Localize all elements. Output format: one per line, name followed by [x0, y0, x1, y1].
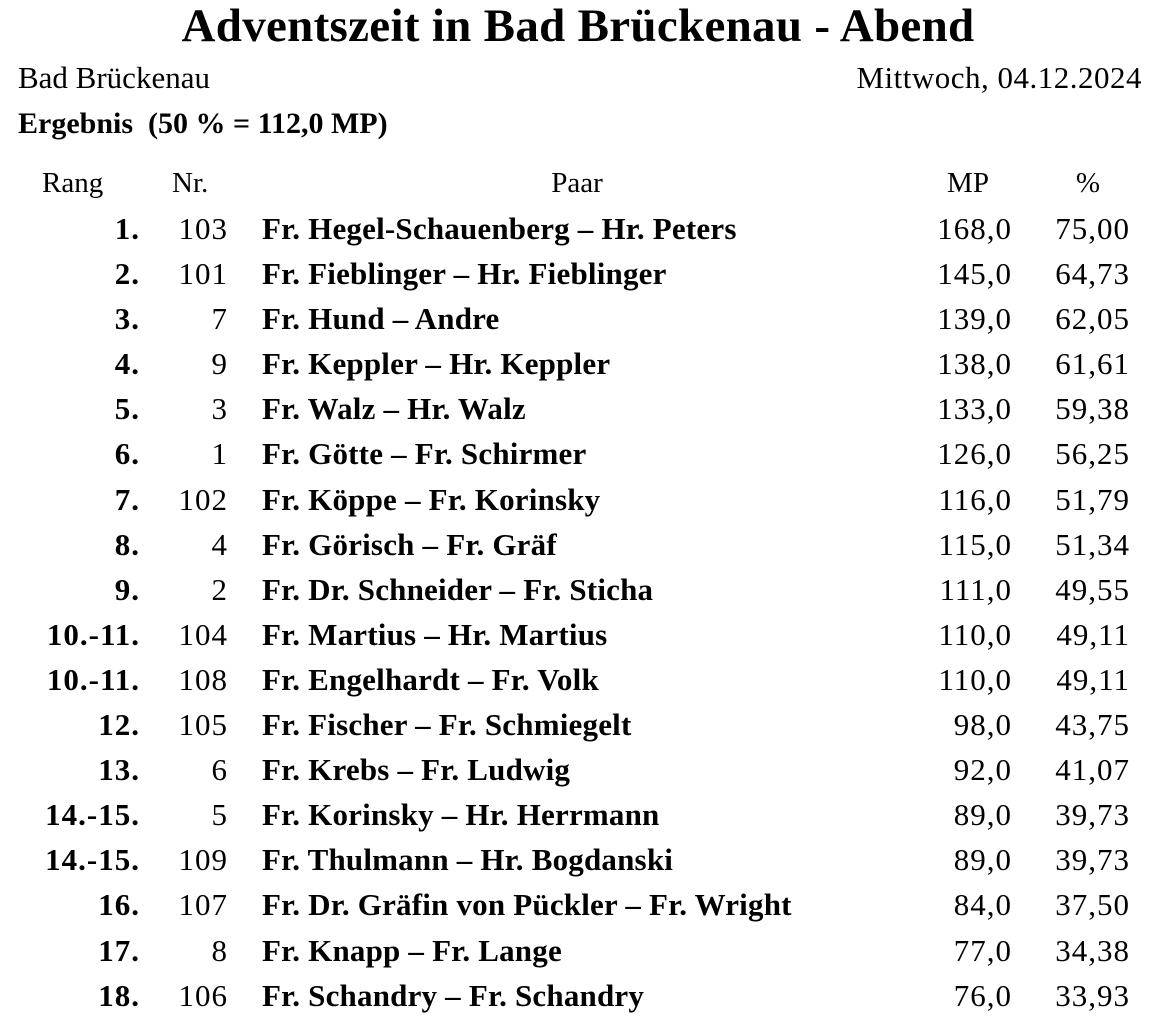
table-row [0, 747, 1156, 792]
pair-number-cell: 8 [211, 932, 228, 968]
percent-cell: 75,00 [1055, 211, 1130, 246]
matchpoints-cell: 116,0 [938, 481, 1012, 517]
pair-number-cell: 108 [178, 661, 228, 697]
matchpoints-cell: 89,0 [953, 797, 1012, 833]
pair-names-cell: Fr. Engelhardt – Fr. Volk [262, 661, 599, 697]
table-row [0, 341, 1156, 386]
pair-number-cell: 103 [178, 211, 228, 246]
column-header-nr: Nr. [172, 167, 209, 199]
column-header-paar: Paar [551, 167, 603, 199]
percent-cell: 49,11 [1056, 661, 1130, 697]
rank-cell: 10.-11. [46, 616, 140, 652]
pair-names-cell: Fr. Götte – Fr. Schirmer [262, 436, 587, 472]
results-rows [0, 206, 1156, 1018]
matchpoints-cell: 126,0 [937, 436, 1012, 472]
matchpoints-cell: 139,0 [937, 301, 1012, 337]
table-row [0, 837, 1156, 882]
percent-cell: 61,61 [1055, 346, 1130, 382]
rank-cell: 3. [114, 301, 140, 337]
rank-cell: 16. [98, 887, 140, 923]
pair-number-cell: 109 [178, 842, 228, 878]
club-name: Bad Brückenau [18, 60, 210, 95]
pair-names-cell: Fr. Martius – Hr. Martius [262, 616, 608, 652]
pair-names-cell: Fr. Köppe – Fr. Korinsky [262, 481, 601, 517]
matchpoints-cell: 115,0 [938, 526, 1012, 562]
pair-names-cell: Fr. Keppler – Hr. Keppler [262, 346, 611, 382]
percent-cell: 34,38 [1055, 932, 1130, 968]
rank-cell: 9. [114, 571, 140, 607]
percent-cell: 49,11 [1056, 616, 1130, 652]
percent-cell: 49,55 [1055, 571, 1130, 607]
column-header-percent: % [1075, 167, 1101, 199]
rank-cell: 12. [98, 707, 140, 743]
rank-cell: 4. [114, 346, 140, 382]
table-row [0, 882, 1156, 927]
matchpoints-cell: 84,0 [953, 887, 1012, 923]
table-row [0, 702, 1156, 747]
matchpoints-cell: 77,0 [953, 932, 1012, 968]
table-row [0, 431, 1156, 476]
matchpoints-cell: 168,0 [937, 211, 1012, 246]
pair-number-cell: 105 [178, 707, 228, 743]
rank-cell: 1. [114, 211, 140, 246]
matchpoints-cell: 138,0 [937, 346, 1012, 382]
percent-cell: 37,50 [1055, 887, 1130, 923]
column-header-rang: Rang [42, 167, 104, 199]
rank-cell: 8. [114, 526, 140, 562]
percent-cell: 64,73 [1055, 256, 1130, 292]
page-title: Adventszeit in Bad Brückenau - Abend [181, 0, 975, 52]
rank-cell: 18. [98, 977, 140, 1013]
pair-names-cell: Fr. Korinsky – Hr. Herrmann [262, 797, 660, 833]
table-row [0, 251, 1156, 296]
pair-number-cell: 102 [178, 481, 228, 517]
table-row [0, 792, 1156, 837]
percent-cell: 62,05 [1055, 301, 1130, 337]
percent-cell: 41,07 [1055, 752, 1130, 788]
matchpoints-cell: 98,0 [953, 707, 1012, 743]
rank-cell: 14.-15. [45, 797, 140, 833]
rank-cell: 7. [114, 481, 140, 517]
result-summary: Ergebnis (50 % = 112,0 MP) [18, 107, 388, 140]
pair-names-cell: Fr. Knapp – Fr. Lange [262, 932, 562, 968]
matchpoints-cell: 145,0 [937, 256, 1012, 292]
table-row [0, 612, 1156, 657]
matchpoints-cell: 76,0 [953, 977, 1012, 1013]
pair-names-cell: Fr. Dr. Gräfin von Pückler – Fr. Wright [262, 887, 792, 923]
pair-names-cell: Fr. Görisch – Fr. Gräf [262, 526, 557, 562]
pair-names-cell: Fr. Hegel-Schauenberg – Hr. Peters [262, 211, 737, 246]
table-row [0, 928, 1156, 973]
pair-names-cell: Fr. Thulmann – Hr. Bogdanski [262, 842, 674, 878]
table-row [0, 477, 1156, 522]
matchpoints-cell: 89,0 [953, 842, 1012, 878]
pair-names-cell: Fr. Schandry – Fr. Schandry [262, 977, 645, 1013]
pair-number-cell: 104 [178, 616, 228, 652]
pair-names-cell: Fr. Krebs – Fr. Ludwig [262, 752, 571, 788]
pair-names-cell: Fr. Walz – Hr. Walz [262, 391, 526, 427]
matchpoints-cell: 133,0 [937, 391, 1012, 427]
pair-number-cell: 107 [178, 887, 228, 923]
matchpoints-cell: 110,0 [938, 661, 1012, 697]
rank-cell: 13. [98, 752, 140, 788]
rank-cell: 14.-15. [45, 842, 140, 878]
pair-number-cell: 7 [211, 301, 228, 337]
matchpoints-cell: 111,0 [939, 571, 1012, 607]
column-header-mp: MP [947, 167, 989, 199]
table-row [0, 206, 1156, 251]
percent-cell: 56,25 [1055, 436, 1130, 472]
percent-cell: 51,79 [1055, 481, 1130, 517]
pair-number-cell: 4 [211, 526, 228, 562]
pair-names-cell: Fr. Fieblinger – Hr. Fieblinger [262, 256, 667, 292]
pair-names-cell: Fr. Dr. Schneider – Fr. Sticha [262, 571, 654, 607]
event-date: Mittwoch, 04.12.2024 [856, 60, 1142, 95]
pair-number-cell: 101 [178, 256, 228, 292]
pair-names-cell: Fr. Hund – Andre [262, 301, 500, 337]
percent-cell: 39,73 [1055, 797, 1130, 833]
table-row [0, 657, 1156, 702]
table-row [0, 973, 1156, 1018]
pair-number-cell: 3 [211, 391, 228, 427]
pair-number-cell: 106 [178, 977, 228, 1013]
table-row [0, 522, 1156, 567]
percent-cell: 51,34 [1055, 526, 1130, 562]
rank-cell: 17. [98, 932, 140, 968]
table-row [0, 386, 1156, 431]
rank-cell: 2. [114, 256, 140, 292]
pair-names-cell: Fr. Fischer – Fr. Schmiegelt [262, 707, 632, 743]
table-row [0, 296, 1156, 341]
table-row [0, 567, 1156, 612]
pair-number-cell: 2 [211, 571, 228, 607]
pair-number-cell: 6 [211, 752, 228, 788]
rank-cell: 6. [114, 436, 140, 472]
rank-cell: 10.-11. [46, 661, 140, 697]
percent-cell: 59,38 [1055, 391, 1130, 427]
percent-cell: 33,93 [1055, 977, 1130, 1013]
pair-number-cell: 9 [211, 346, 228, 382]
pair-number-cell: 5 [211, 797, 228, 833]
pair-number-cell: 1 [211, 436, 228, 472]
percent-cell: 39,73 [1055, 842, 1130, 878]
rank-cell: 5. [114, 391, 140, 427]
matchpoints-cell: 110,0 [938, 616, 1012, 652]
matchpoints-cell: 92,0 [953, 752, 1012, 788]
percent-cell: 43,75 [1055, 707, 1130, 743]
